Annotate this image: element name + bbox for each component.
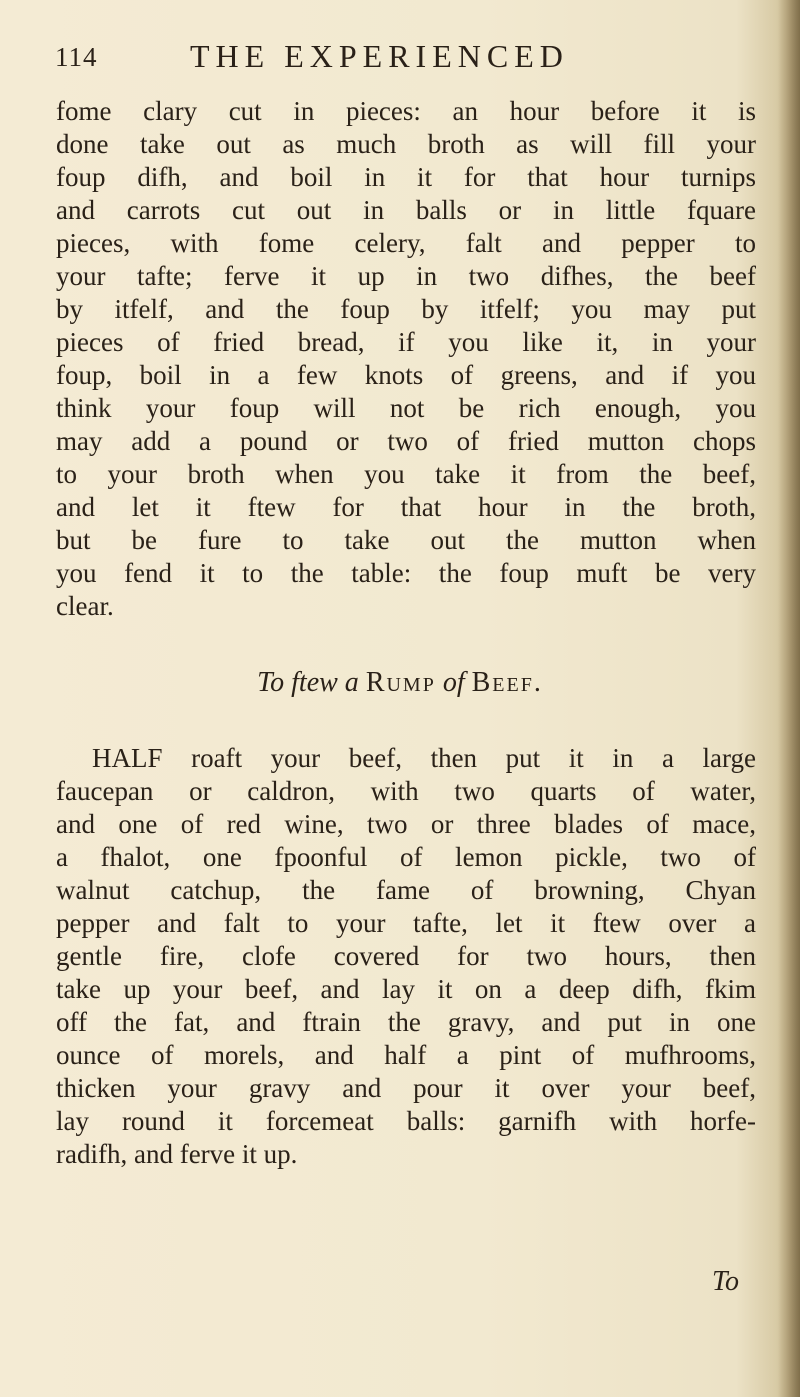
text-line: thicken your gravy and pour it over your beef,	[56, 1073, 756, 1103]
text-line: fome clary cut in pieces: an hour before it is	[56, 96, 756, 126]
text-line: and let it ftew for that hour in the broth,	[56, 492, 756, 522]
page-number: 114	[55, 42, 98, 72]
text-line: pieces of fried bread, if you like it, in your	[56, 327, 756, 357]
text-line: radifh, and ferve it up.	[56, 1139, 298, 1169]
text-line: a fhalot, one fpoonful of lemon pickle, two of	[56, 842, 756, 872]
text-line: faucepan or caldron, with two quarts of water,	[56, 776, 756, 806]
running-head	[55, 38, 755, 88]
text-line: to your broth when you take it from the beef,	[56, 459, 756, 489]
catchword: To	[712, 1266, 740, 1297]
text-line: and one of red wine, two or three blades of mace,	[56, 809, 756, 839]
text-line: think your foup will not be rich enough, you	[56, 393, 756, 423]
text-line: and carrots cut out in balls or in little fquare	[56, 195, 756, 225]
heading-part: Beef.	[471, 667, 543, 698]
running-title: THE EXPERIENCED	[190, 38, 569, 74]
text-line: by itfelf, and the foup by itfelf; you may put	[56, 294, 756, 324]
heading-part: Rump	[365, 667, 436, 698]
recipe-heading	[0, 667, 800, 699]
paragraph-2	[56, 742, 756, 1171]
text-line: done take out as much broth as will fill your	[56, 129, 756, 159]
text-line: clear.	[56, 591, 114, 621]
text-line: take up your beef, and lay it on a deep difh, fkim	[56, 974, 756, 1004]
text-line: may add a pound or two of fried mutton chops	[56, 426, 756, 456]
paragraph-1	[56, 95, 756, 623]
text-line: pieces, with fome celery, falt and pepper to	[56, 228, 756, 258]
text-line: pepper and falt to your tafte, let it ftew over a	[56, 908, 756, 938]
heading-part: of	[442, 667, 465, 698]
text-line: you fend it to the table: the foup muft be very	[56, 558, 756, 588]
text-line: but be fure to take out the mutton when	[56, 525, 756, 555]
text-line: foup difh, and boil in it for that hour turnips	[56, 162, 756, 192]
text-line: HALF roaft your beef, then put it in a large	[92, 743, 756, 773]
text-line: walnut catchup, the fame of browning, Chyan	[56, 875, 756, 905]
text-line: your tafte; ferve it up in two difhes, the beef	[56, 261, 756, 291]
text-line: ounce of morels, and half a pint of mufhrooms,	[56, 1040, 756, 1070]
heading-part: To ftew a	[257, 667, 359, 698]
text-line: lay round it forcemeat balls: garnifh with horfe-	[56, 1106, 756, 1136]
text-line: gentle fire, clofe covered for two hours, then	[56, 941, 756, 971]
text-line: off the fat, and ftrain the gravy, and put in one	[56, 1007, 756, 1037]
text-line: foup, boil in a few knots of greens, and if you	[56, 360, 756, 390]
